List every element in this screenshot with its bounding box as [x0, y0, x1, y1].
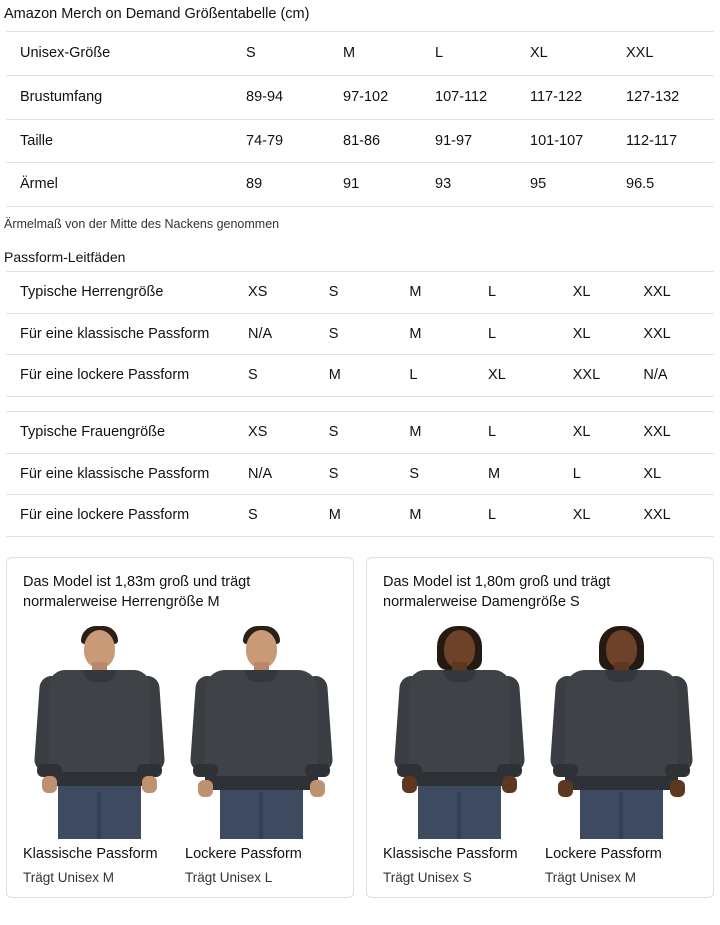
model-caption: Das Model ist 1,83m groß und trägt normalerweise Herrengröße M: [23, 574, 251, 611]
hem-band: [409, 772, 510, 786]
sweatshirt-body: [49, 670, 150, 780]
row-label: Typische Frauengröße: [6, 412, 248, 454]
cell: M: [409, 272, 488, 314]
cell: N/A: [643, 355, 714, 397]
cell: XL: [488, 355, 573, 397]
cell: M: [329, 355, 410, 397]
cell: S: [248, 355, 329, 397]
model-pair: [23, 624, 337, 886]
model-classic-fit: [23, 624, 175, 886]
table-row: [6, 313, 714, 355]
cell: M: [488, 453, 573, 495]
cell: S: [409, 453, 488, 495]
cell: M: [343, 32, 435, 76]
cell: N/A: [248, 453, 329, 495]
fit-label: Lockere Passform: [185, 846, 302, 863]
model-pair: [383, 624, 697, 886]
cell: XL: [573, 272, 644, 314]
cell: XXL: [626, 32, 714, 76]
model-photo-classic-male: [23, 624, 175, 839]
jeans-shape: [418, 782, 501, 839]
cell: XS: [248, 272, 329, 314]
cell: 81-86: [343, 119, 435, 163]
cell: XL: [573, 412, 644, 454]
hem-band: [565, 776, 678, 790]
cell: 91: [343, 163, 435, 207]
table-row: [6, 495, 714, 537]
wears-label: Trägt Unisex M: [23, 869, 115, 885]
cell: 74-79: [246, 119, 343, 163]
model-caption: Das Model ist 1,80m groß und trägt normalerweise Damengröße S: [383, 574, 611, 611]
cell: L: [488, 412, 573, 454]
fit-label: Klassische Passform: [23, 846, 158, 863]
cell: S: [248, 495, 329, 537]
cell: XXL: [573, 355, 644, 397]
cell: 112-117: [626, 119, 714, 163]
cell: L: [409, 355, 488, 397]
row-label: Für eine lockere Passform: [6, 355, 248, 397]
row-label: Ärmel: [6, 163, 246, 207]
hand-right: [670, 780, 685, 797]
fit-label: Lockere Passform: [545, 846, 662, 863]
fit-guides-heading: Passform-Leitfäden: [4, 249, 126, 266]
hand-right: [310, 780, 325, 797]
cell: 117-122: [530, 76, 626, 120]
hand-left: [402, 776, 417, 793]
cell: 95: [530, 163, 626, 207]
row-label: Für eine klassische Passform: [6, 313, 248, 355]
womens-model-card: [366, 557, 714, 897]
hand-right: [142, 776, 157, 793]
hand-left: [558, 780, 573, 797]
cell: XL: [573, 313, 644, 355]
cell: S: [329, 453, 410, 495]
cell: 101-107: [530, 119, 626, 163]
cell: 97-102: [343, 76, 435, 120]
sweatshirt-body: [565, 670, 678, 786]
table-row: [6, 32, 714, 76]
cell: M: [409, 495, 488, 537]
model-classic-fit: [383, 624, 535, 886]
model-loose-fit: [185, 624, 337, 886]
cell: L: [488, 495, 573, 537]
cell: XXL: [643, 412, 714, 454]
model-photo-loose-male: [185, 624, 337, 839]
table-row: [6, 163, 714, 207]
cell: M: [409, 412, 488, 454]
cell: L: [573, 453, 644, 495]
cell: 91-97: [435, 119, 530, 163]
cell: N/A: [248, 313, 329, 355]
table-row: [6, 412, 714, 454]
row-label: Unisex-Größe: [6, 32, 246, 76]
table-row: [6, 119, 714, 163]
cell: L: [435, 32, 530, 76]
hand-left: [198, 780, 213, 797]
fit-label: Klassische Passform: [383, 846, 518, 863]
hem-band: [205, 776, 318, 790]
model-photo-loose-female: [545, 624, 697, 839]
sweatshirt-body: [409, 670, 510, 780]
cell: S: [246, 32, 343, 76]
sleeve-measure-note: Ärmelmaß von der Mitte des Nackens genommen: [4, 217, 280, 232]
jeans-shape: [220, 782, 303, 839]
cell: M: [329, 495, 410, 537]
cell: S: [329, 313, 410, 355]
cell: XS: [248, 412, 329, 454]
jeans-shape: [580, 782, 663, 839]
table-spacer: [0, 397, 720, 411]
cell: XXL: [643, 495, 714, 537]
cell: S: [329, 272, 410, 314]
model-photo-classic-female: [383, 624, 535, 839]
table-row: [6, 355, 714, 397]
wears-label: Trägt Unisex S: [383, 869, 472, 885]
wears-label: Trägt Unisex L: [185, 869, 273, 885]
cell: 93: [435, 163, 530, 207]
cell: M: [409, 313, 488, 355]
table-row: [6, 76, 714, 120]
cell: XL: [573, 495, 644, 537]
sweatshirt-body: [205, 670, 318, 786]
hand-left: [42, 776, 57, 793]
cell: 89-94: [246, 76, 343, 120]
cell: 107-112: [435, 76, 530, 120]
table-row: [6, 453, 714, 495]
wears-label: Trägt Unisex M: [545, 869, 637, 885]
cell: 96.5: [626, 163, 714, 207]
row-label: Für eine lockere Passform: [6, 495, 248, 537]
cell: 127-132: [626, 76, 714, 120]
cell: S: [329, 412, 410, 454]
row-label: Typische Herrengröße: [6, 272, 248, 314]
cell: XL: [643, 453, 714, 495]
cell: L: [488, 272, 573, 314]
cell: 89: [246, 163, 343, 207]
jeans-shape: [58, 782, 141, 839]
row-label: Für eine klassische Passform: [6, 453, 248, 495]
cell: XL: [530, 32, 626, 76]
cell: XXL: [643, 272, 714, 314]
row-label: Taille: [6, 119, 246, 163]
unisex-size-table: [6, 31, 714, 207]
mens-model-card: [6, 557, 354, 897]
hem-band: [49, 772, 150, 786]
model-loose-fit: [545, 624, 697, 886]
hand-right: [502, 776, 517, 793]
row-label: Brustumfang: [6, 76, 246, 120]
womens-fit-table: [6, 411, 714, 537]
table-row: [6, 272, 714, 314]
model-cards: [6, 557, 714, 897]
mens-fit-table: [6, 271, 714, 397]
cell: L: [488, 313, 573, 355]
cell: XXL: [643, 313, 714, 355]
page-title: Amazon Merch on Demand Größentabelle (cm): [4, 6, 310, 22]
